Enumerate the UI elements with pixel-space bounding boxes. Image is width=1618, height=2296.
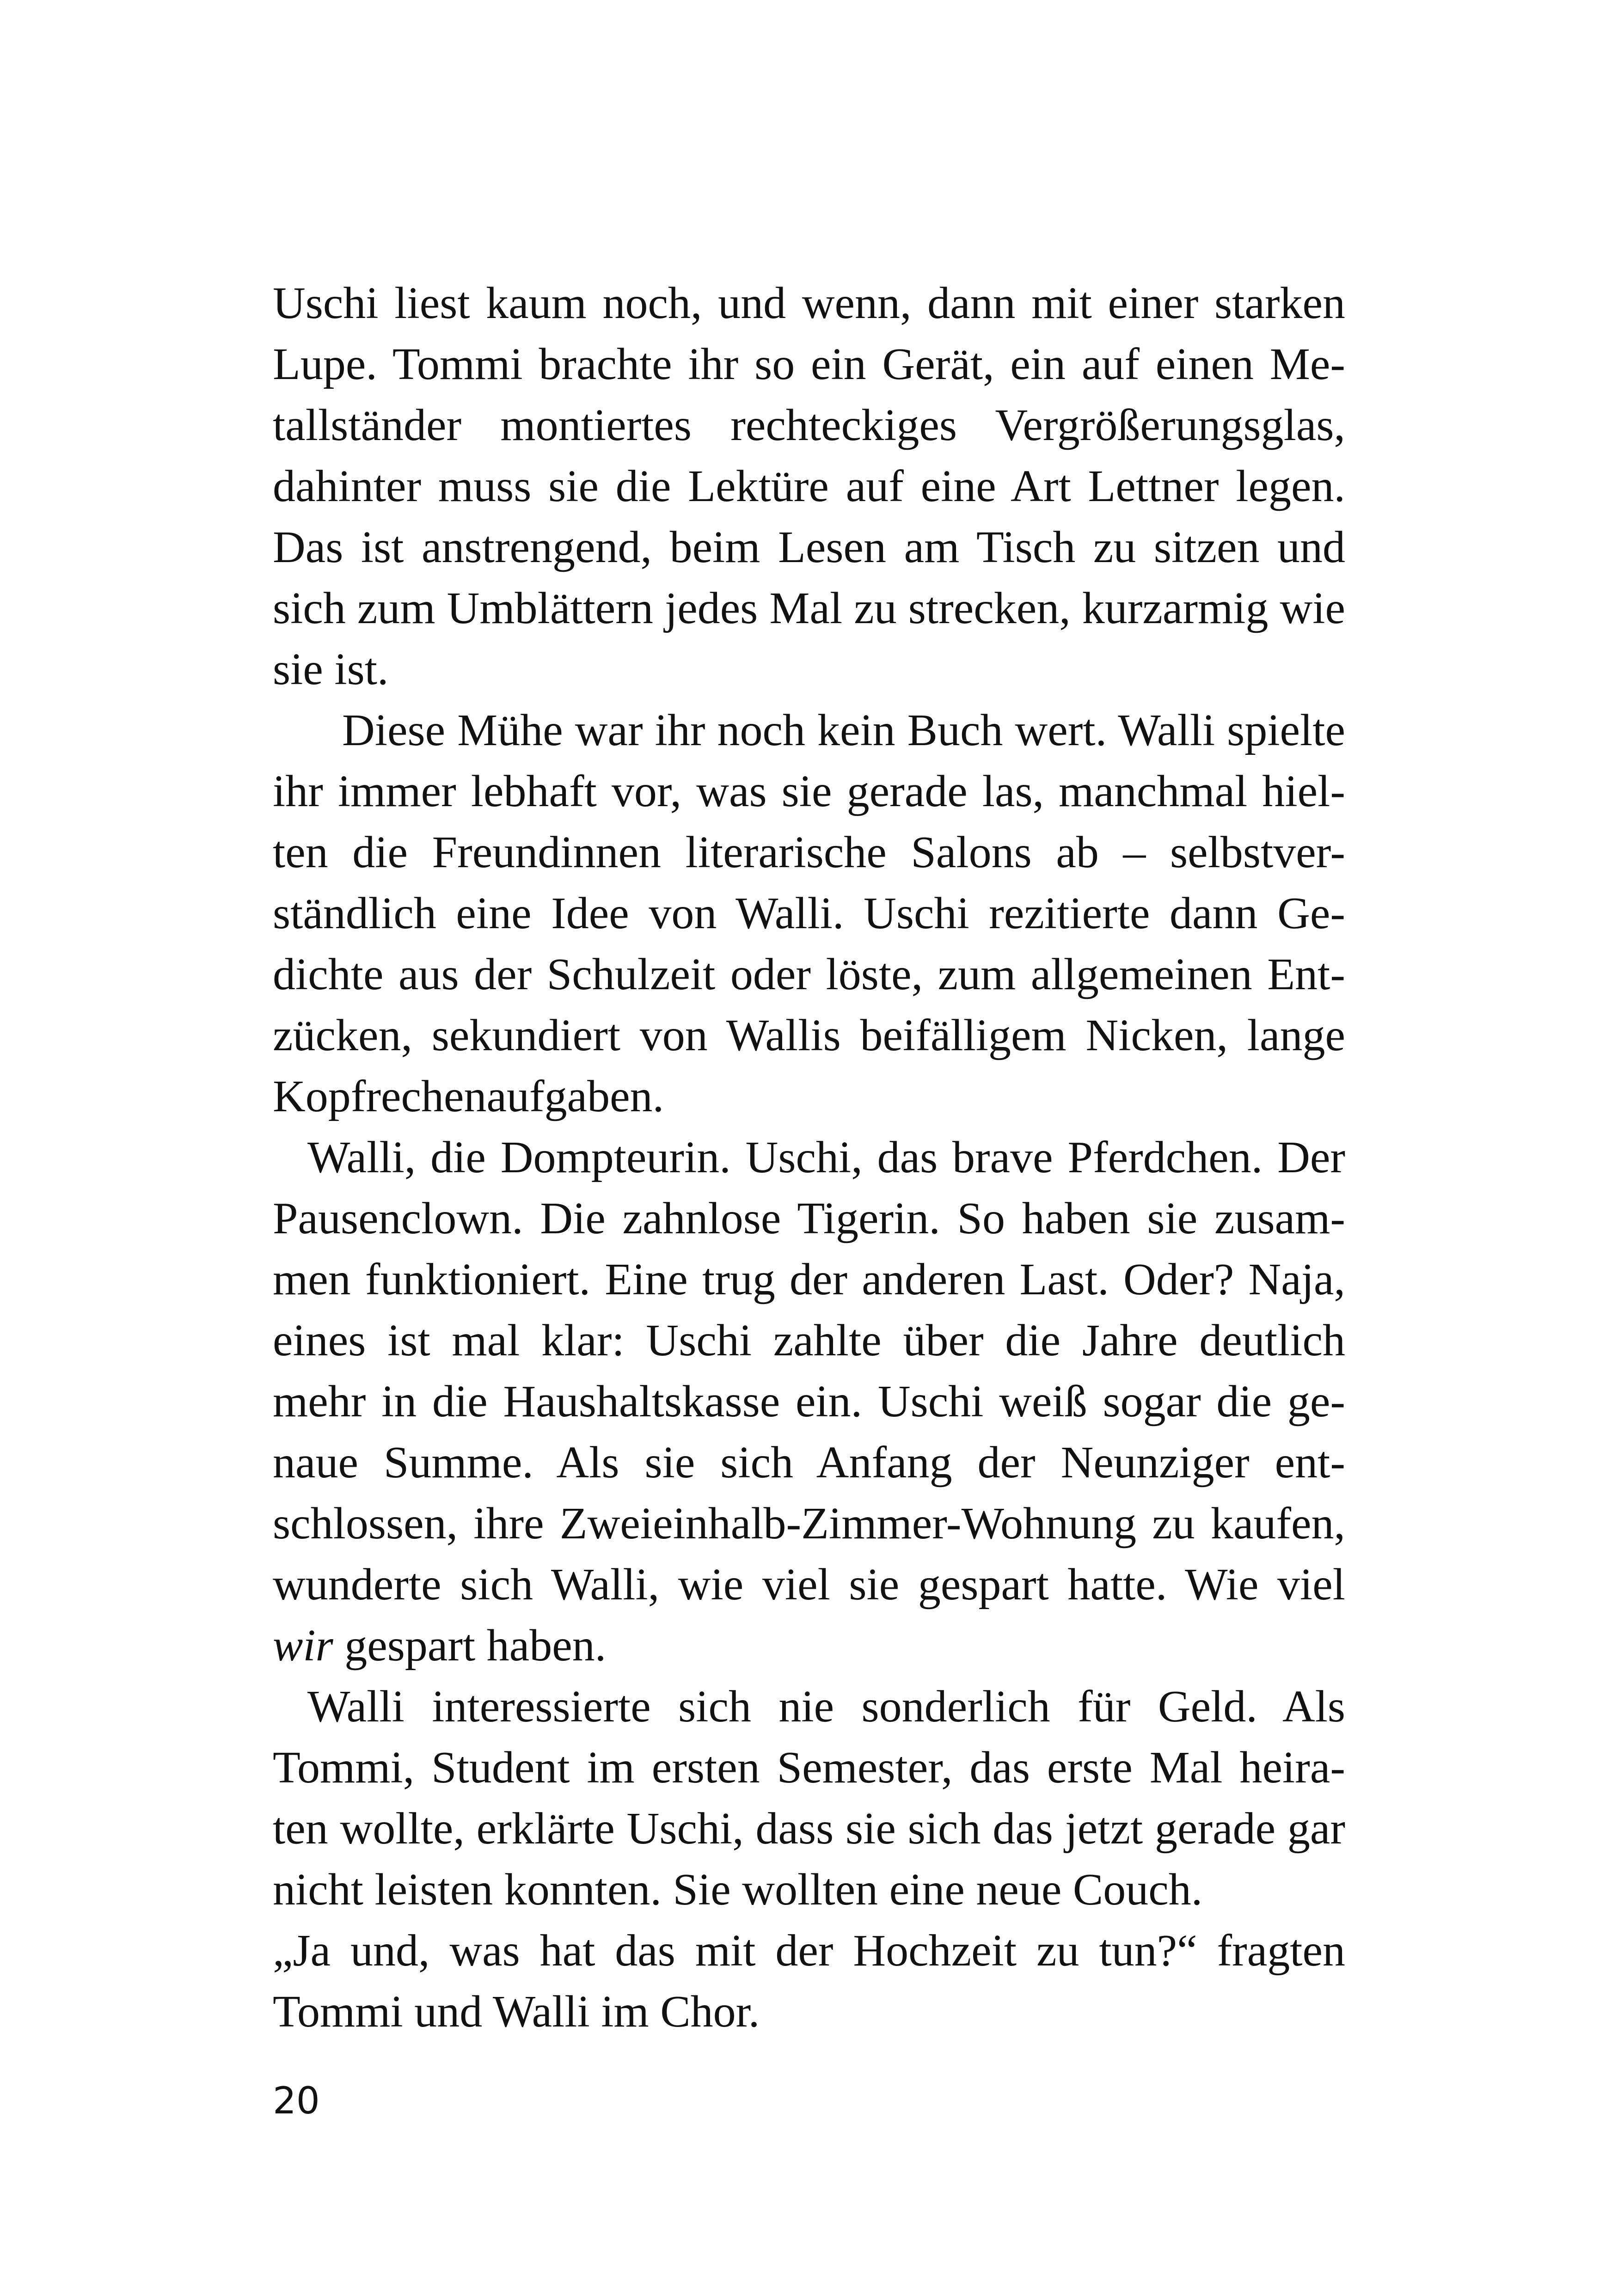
text-line: Diese Mühe war ihr noch kein Buch wert. Walli spielte: [342, 705, 1345, 755]
text-line: Lupe. Tommi brachte ihr so ein Gerät, ein auf einen Me-: [273, 339, 1345, 389]
text-line: tallständer montiertes rechteckiges Vergrößerungsglas,: [273, 400, 1345, 450]
text-line: nicht leisten konnten. Sie wollten eine neue Couch.: [273, 1865, 1203, 1915]
page-number: 20: [273, 2079, 320, 2122]
text-line: dichte aus der Schulzeit oder löste, zum allgemeinen Ent-: [273, 949, 1345, 999]
text-line: ten die Freundinnen literarische Salons ab – selbstver-: [273, 827, 1345, 877]
text-line: Das ist anstrengend, beim Lesen am Tisch zu sitzen und: [273, 522, 1345, 572]
text-line: ihr immer lebhaft vor, was sie gerade las, manchmal hiel-: [273, 766, 1345, 816]
text-line: ständlich eine Idee von Walli. Uschi rezitierte dann Ge-: [273, 888, 1345, 938]
text-line: Uschi liest kaum noch, und wenn, dann mit einer starken: [273, 278, 1345, 328]
text-line: mehr in die Haushaltskasse ein. Uschi weiß sogar die ge-: [273, 1377, 1345, 1427]
body-text: [273, 273, 1345, 2042]
italic-word: wir: [273, 1621, 333, 1671]
text-run: gespart haben.: [333, 1621, 607, 1671]
text-line: „Ja und, was hat das mit der Hochzeit zu tun?“ fragten: [273, 1926, 1345, 1976]
text-line: schlossen, ihre Zweieinhalb-Zimmer-Wohnung zu kaufen,: [273, 1499, 1345, 1549]
text-line: sich zum Umblättern jedes Mal zu strecken, kurzarmig wie: [273, 583, 1345, 633]
text-line: Walli interessierte sich nie sonderlich für Geld. Als: [307, 1682, 1345, 1732]
text-line: zücken, sekundiert von Wallis beifälligem Nicken, lange: [273, 1010, 1345, 1060]
text-line: ten wollte, erklärte Uschi, dass sie sich das jetzt gerade gar: [273, 1804, 1345, 1854]
text-line: dahinter muss sie die Lektüre auf eine Art Lettner legen.: [273, 461, 1345, 511]
text-line: eines ist mal klar: Uschi zahlte über die Jahre deutlich: [273, 1316, 1345, 1365]
text-line: Tommi und Walli im Chor.: [273, 1987, 760, 2037]
text-line: [273, 1615, 1345, 1676]
text-line: naue Summe. Als sie sich Anfang der Neunziger ent-: [273, 1438, 1345, 1488]
text-line: Kopfrechenaufgaben.: [273, 1071, 664, 1121]
text-line: wunderte sich Walli, wie viel sie gespart hatte. Wie viel: [273, 1560, 1345, 1610]
text-line: Pausenclown. Die zahnlose Tigerin. So haben sie zusam-: [273, 1194, 1345, 1243]
text-line: Tommi, Student im ersten Semester, das erste Mal heira-: [273, 1743, 1345, 1793]
text-line: men funktioniert. Eine trug der anderen Last. Oder? Naja,: [273, 1255, 1345, 1304]
text-line: sie ist.: [273, 644, 389, 694]
text-line: Walli, die Dompteurin. Uschi, das brave Pferdchen. Der: [307, 1133, 1345, 1182]
